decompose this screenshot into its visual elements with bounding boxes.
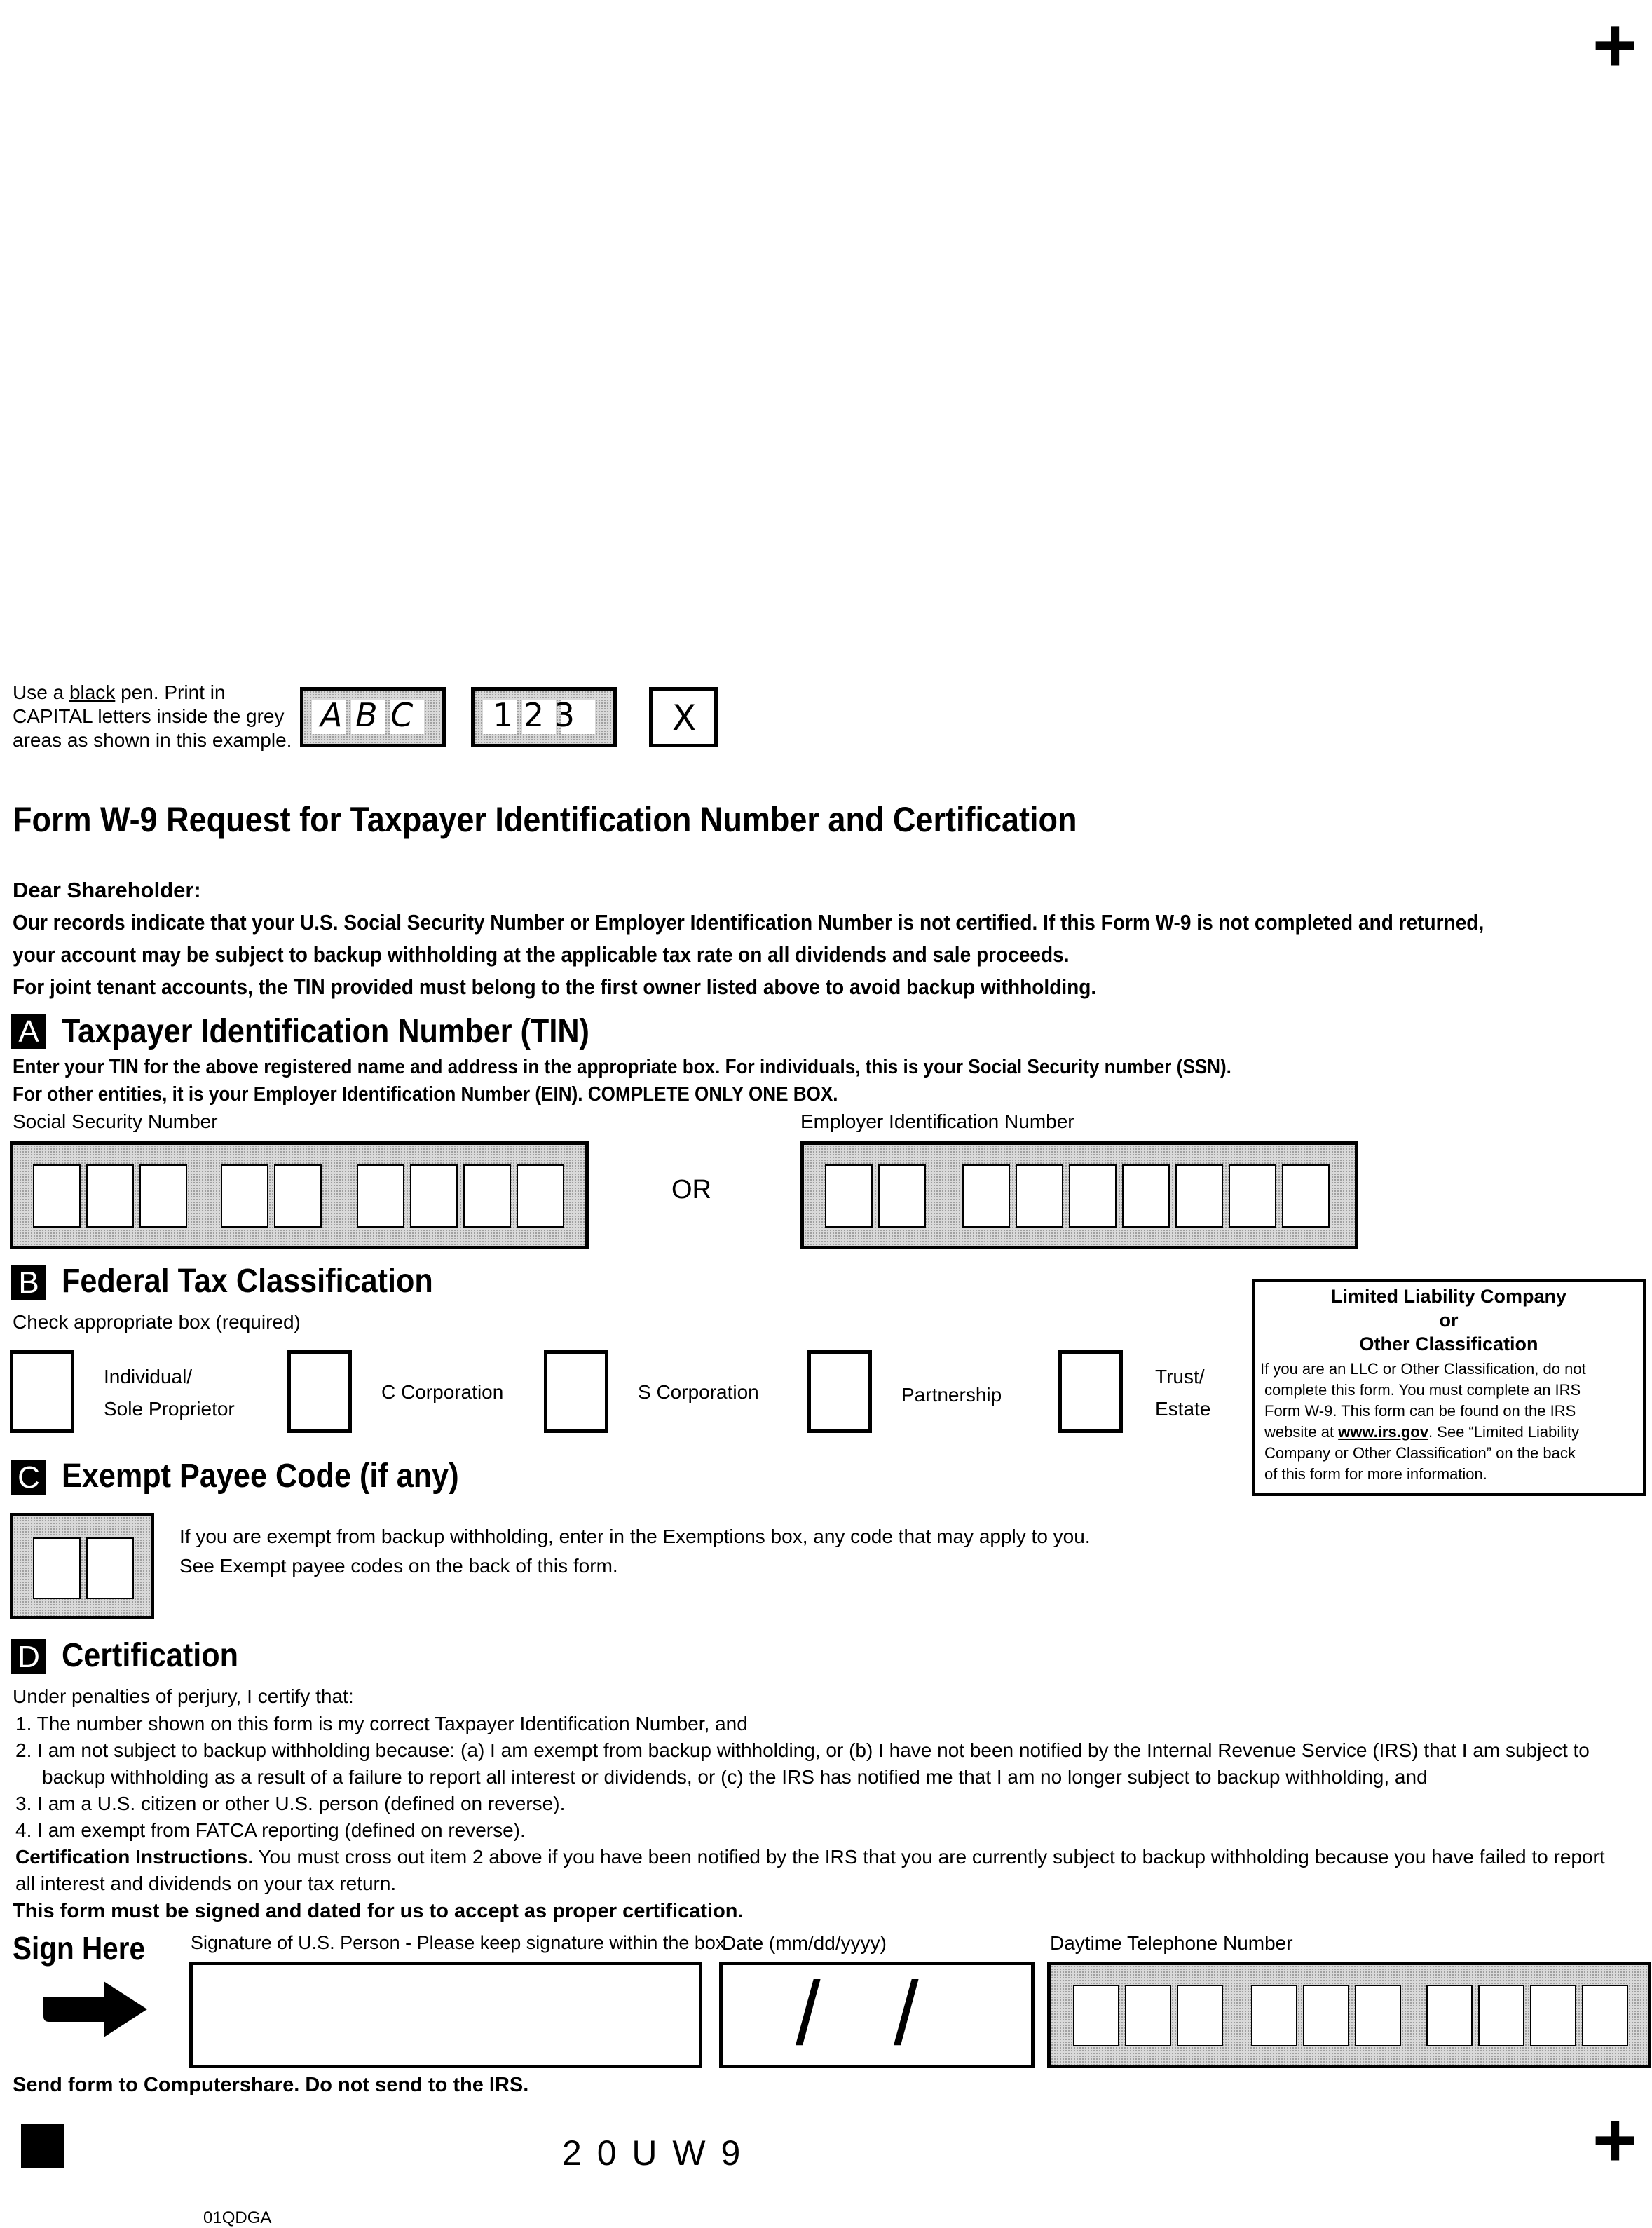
label-c-corporation: C Corporation (381, 1381, 504, 1403)
llc-title-3: Other Classification (1359, 1333, 1538, 1354)
section-d-intro: Under penalties of perjury, I certify that: (13, 1685, 354, 1707)
section-a-desc-1: Enter your TIN for the above registered name and address in the appropriate box. For individuals, this is your Social Security number (SSN). (13, 1056, 1231, 1078)
cert-item-1: 1. The number shown on this form is my correct Taxpayer Identification Number, and (15, 1713, 748, 1734)
example-mark: X (672, 698, 697, 738)
llc-body-1: If you are an LLC or Other Classification, do not (1260, 1360, 1586, 1378)
ein-digit[interactable] (1122, 1164, 1170, 1228)
checkbox-individual[interactable] (10, 1350, 74, 1433)
instruction-line-1 (13, 681, 226, 704)
ssn-digit[interactable] (33, 1164, 81, 1228)
checkbox-trust-estate[interactable] (1058, 1350, 1123, 1433)
label-individual-2: Sole Proprietor (104, 1398, 235, 1420)
irs-link[interactable]: www.irs.gov (1338, 1423, 1428, 1441)
date-label: Date (mm/dd/yyyy) (722, 1932, 887, 1954)
ein-digit[interactable] (825, 1164, 873, 1228)
ssn-digit[interactable] (463, 1164, 511, 1228)
ein-input-group[interactable] (800, 1141, 1358, 1249)
llc-body-5: Company or Other Classification” on the back (1264, 1444, 1576, 1462)
cert-instructions-label: Certification Instructions. (15, 1846, 254, 1868)
cert-item-2: 2. I am not subject to backup withholding because: (a) I am exempt from backup withholding, or (b) I have not been notified by the Internal Revenue Service (IRS) that I am subject to (15, 1739, 1590, 1761)
or-separator: OR (671, 1175, 711, 1204)
section-c-line-1: If you are exempt from backup withholding, enter in the Exemptions box, any code that may apply to you. (179, 1526, 1091, 1547)
example-numbers: 1 2 3 (493, 696, 575, 734)
section-c-line-2: See Exempt payee codes on the back of this form. (179, 1555, 618, 1577)
llc-body-2: complete this form. You must complete an IRS (1264, 1381, 1581, 1399)
send-form-note: Send form to Computershare. Do not send to the IRS. (13, 2074, 529, 2096)
example-letters: A B C (320, 696, 415, 734)
llc-title-1: Limited Liability Company (1330, 1286, 1567, 1307)
phone-input-group[interactable] (1047, 1962, 1651, 2068)
greeting: Dear Shareholder: (13, 878, 201, 902)
example-letters-box (300, 687, 446, 747)
intro-line-3: For joint tenant accounts, the TIN provided must belong to the first owner listed above to avoid backup withholding. (13, 974, 1097, 999)
form-title: Form W-9 Request for Taxpayer Identification Number and Certification (13, 800, 1077, 839)
label-partnership: Partnership (901, 1384, 1002, 1406)
cert-instructions (15, 1846, 1605, 1868)
llc-notice-box (1252, 1279, 1646, 1496)
ssn-digit[interactable] (139, 1164, 187, 1228)
must-sign-note: This form must be signed and dated for us to accept as proper certification. (13, 1900, 744, 1922)
ssn-digit[interactable] (221, 1164, 268, 1228)
llc-body-3: Form W-9. This form can be found on the IRS (1264, 1402, 1576, 1420)
ssn-digit[interactable] (274, 1164, 322, 1228)
sign-here-label: Sign Here (13, 1930, 145, 1967)
phone-digit[interactable] (1073, 1985, 1119, 2046)
section-b-badge: B (11, 1265, 46, 1300)
label-individual-1: Individual/ (104, 1366, 193, 1387)
section-d-badge: D (11, 1639, 46, 1674)
ssn-input-group[interactable] (10, 1141, 589, 1249)
ein-digit[interactable] (1175, 1164, 1223, 1228)
signature-label: Signature of U.S. Person - Please keep signature within the box (191, 1932, 725, 1953)
label-trust-1: Trust/ (1155, 1366, 1205, 1387)
ein-digit[interactable] (1069, 1164, 1117, 1228)
ein-digit[interactable] (962, 1164, 1010, 1228)
instruction-post: pen. Print in (115, 681, 226, 703)
section-a-desc-2: For other entities, it is your Employer Identification Number (EIN). COMPLETE ONLY ONE BOX. (13, 1083, 838, 1106)
ssn-digit[interactable] (86, 1164, 134, 1228)
exempt-payee-code-input-group[interactable] (10, 1513, 154, 1619)
instruction-pre: Use a (13, 681, 69, 703)
phone-digit[interactable] (1355, 1985, 1401, 2046)
label-trust-2: Estate (1155, 1398, 1211, 1420)
section-b-subtitle: Check appropriate box (required) (13, 1311, 301, 1333)
cert-item-4: 4. I am exempt from FATCA reporting (defined on reverse). (15, 1819, 526, 1841)
phone-digit[interactable] (1582, 1985, 1628, 2046)
instruction-line-3: areas as shown in this example. (13, 729, 292, 751)
phone-digit[interactable] (1303, 1985, 1349, 2046)
date-separator: / (796, 1964, 821, 2064)
section-c-title: Exempt Payee Code (if any) (62, 1458, 459, 1495)
instruction-underlined: black (69, 681, 116, 703)
ein-digit[interactable] (1016, 1164, 1063, 1228)
exempt-code-digit[interactable] (86, 1537, 134, 1599)
llc-website-pre: website at (1264, 1423, 1339, 1441)
ssn-digit[interactable] (357, 1164, 404, 1228)
exempt-code-digit[interactable] (33, 1537, 81, 1599)
ssn-label: Social Security Number (13, 1110, 218, 1132)
registration-square (21, 2124, 64, 2168)
label-s-corporation: S Corporation (638, 1381, 759, 1403)
ssn-digit[interactable] (410, 1164, 458, 1228)
ein-digit[interactable] (1282, 1164, 1330, 1228)
arrow-right-icon (42, 1978, 149, 2040)
ssn-digit[interactable] (517, 1164, 564, 1228)
section-d-title: Certification (62, 1637, 239, 1674)
llc-website-post: . See “Limited Liability (1428, 1423, 1580, 1441)
registration-mark-top-right: + (1592, 2, 1638, 88)
phone-digit[interactable] (1251, 1985, 1297, 2046)
phone-digit[interactable] (1177, 1985, 1223, 2046)
phone-label: Daytime Telephone Number (1050, 1932, 1293, 1954)
llc-title-2: or (1439, 1310, 1459, 1331)
ein-digit[interactable] (1229, 1164, 1276, 1228)
section-c-badge: C (11, 1460, 46, 1495)
form-code: 2 0 U W 9 (562, 2133, 744, 2173)
checkbox-s-corporation[interactable] (544, 1350, 608, 1433)
cert-instructions-text: You must cross out item 2 above if you have been notified by the IRS that you are currently subject to backup withholding because you have failed to report (253, 1846, 1605, 1868)
checkbox-partnership[interactable] (807, 1350, 872, 1433)
ein-digit[interactable] (878, 1164, 926, 1228)
llc-body-6: of this form for more information. (1264, 1465, 1487, 1483)
intro-line-2: your account may be subject to backup withholding at the applicable tax rate on all dividends and sale proceeds. (13, 942, 1070, 967)
cert-item-3: 3. I am a U.S. citizen or other U.S. person (defined on reverse). (15, 1793, 566, 1814)
example-mark-box (649, 687, 718, 747)
cert-item-2-cont: backup withholding as a result of a failure to report all interest or dividends, or (c) the IRS has notified me that I am no longer subject to backup withholding, and (42, 1766, 1428, 1788)
section-a-badge: A (11, 1014, 46, 1049)
ein-label: Employer Identification Number (800, 1110, 1074, 1132)
registration-mark-bottom-right: + (1592, 2097, 1638, 2183)
llc-body-4 (1264, 1423, 1579, 1441)
example-numbers-box (471, 687, 617, 747)
signature-box[interactable] (189, 1962, 702, 2068)
footer-code: 01QDGA (203, 2208, 272, 2227)
phone-digit[interactable] (1478, 1985, 1524, 2046)
instruction-line-2: CAPITAL letters inside the grey (13, 705, 285, 727)
date-box[interactable] (719, 1962, 1035, 2068)
section-b-title: Federal Tax Classification (62, 1263, 433, 1300)
cert-instructions-cont: all interest and dividends on your tax return. (15, 1873, 397, 1894)
phone-digit[interactable] (1530, 1985, 1576, 2046)
date-separator: / (894, 1964, 919, 2064)
section-a-title: Taxpayer Identification Number (TIN) (62, 1013, 589, 1050)
phone-digit[interactable] (1125, 1985, 1171, 2046)
checkbox-c-corporation[interactable] (287, 1350, 352, 1433)
intro-line-1: Our records indicate that your U.S. Social Security Number or Employer Identification Number is not certified. If this Form W-9 is not completed and returned, (13, 910, 1484, 935)
phone-digit[interactable] (1426, 1985, 1473, 2046)
